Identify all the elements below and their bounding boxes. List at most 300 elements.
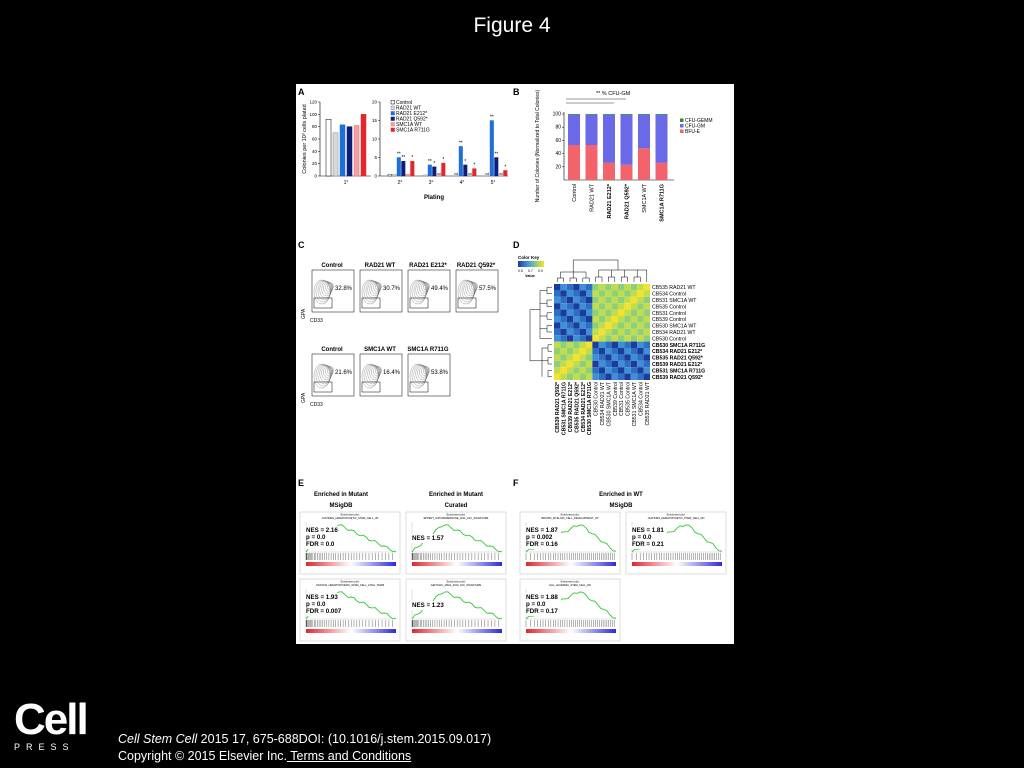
heatmap-cell [624,303,630,309]
gsea-gene-set: GAL_LEUKEMIC_STEM_CELL_DN [549,584,591,587]
heatmap-cell [644,316,650,322]
flow-plot-label: SMC1A R711G [407,347,449,353]
axis-tick-label: 120 [309,99,317,105]
gsea-stat: p = 0.002 [526,534,553,541]
heatmap-cell [573,342,579,348]
gsea-gene-set: EPPERT_NATUREMEDICINE_2011_LSC_SIGNATURE [423,517,489,520]
gsea-stat: FDR = 0.0 [306,541,335,548]
heatmap-cell [599,316,605,322]
heatmap-cell [554,290,560,296]
bar-cfu-gm [586,115,598,145]
heatmap-cell [637,367,643,373]
legend-label: RAD21 E212* [396,111,428,117]
bar-cfu-gm [603,115,615,163]
legend-label: Control [396,100,413,106]
axis-tick-label: 20 [555,164,561,171]
gsea-subheader: MSigDB [329,503,353,509]
heatmap-cell [560,303,566,309]
heatmap-cell [599,290,605,296]
panel-c-flow [298,240,498,408]
heatmap-row-label: CB530 SMC1A R711G [652,342,706,349]
heatmap-cell [644,322,650,328]
heatmap-cell [624,342,630,348]
significance-mark: * [442,157,445,164]
heatmap-col-label: CB530 SMC1A WT [606,382,613,427]
flow-percent: 21.6% [334,370,352,376]
heatmap-cell [637,361,643,367]
heatmap-cell [567,374,573,380]
significance-mark: ** [427,158,432,165]
heatmap-cell [580,348,586,354]
legend-label: CFU-GM [685,123,705,130]
citation-details: 2015 17, 675-688DOI: (10.1016/j.stem.2015.09.017) [197,732,492,746]
flow-plot-label: RAD21 WT [364,263,396,269]
legend-swatch [680,124,684,128]
heatmap-row-label: CB535 RAD21 Q592* [652,355,703,362]
heatmap-row-label: CB531 SMC1A WT [652,298,697,304]
heatmap-row-label: CB535 Control [652,304,687,311]
heatmap-cell [631,284,637,290]
legend-swatch [391,117,395,121]
flow-ylabel: GPA [301,392,307,403]
gsea-enrichment-plot [626,512,726,574]
legend-label: SMC1A R711G [396,127,430,134]
cell-press-logo [14,695,87,752]
bar-cfu-gm [568,115,580,145]
heatmap-cell [612,303,618,309]
heatmap-cell [618,348,624,354]
flow-percent: 16.4% [382,370,400,376]
heatmap-cell [592,297,598,303]
heatmap-row-label: CB535 RAD21 WT [652,285,696,292]
gsea-stat: NES = 1.88 [526,594,558,601]
heatmap-cell [554,316,560,322]
bar-cfu-gemm [586,114,598,115]
heatmap-cell [554,367,560,373]
heatmap-cell [612,290,618,296]
heatmap-cell [554,329,560,335]
bar-smc1a-r711g [361,114,366,176]
heatmap-cell [605,284,611,290]
panel-letter-d: D [513,240,520,250]
heatmap-cell [592,354,598,360]
heatmap-cell [631,290,637,296]
heatmap-cell [560,310,566,316]
heatmap-cell [573,329,579,335]
bar-cfu-gm [656,115,668,163]
category-label: RAD21 E212* [607,184,613,219]
heatmap-cell [592,374,598,380]
gsea-plot-title: Enrichment plot: [560,580,580,584]
heatmap-cell [573,354,579,360]
bar-smc1a-r711g [442,163,446,176]
key-tick: 0.5 [518,269,523,273]
flow-percent: 32.8% [334,286,352,292]
panel-d-heatmap [513,240,705,435]
heatmap-cell [605,374,611,380]
gsea-stat: NES = 1.87 [526,527,558,534]
gsea-subheader: Curated [444,503,468,509]
panel-a-xlabel: Plating [423,195,445,201]
gsea-stat: FDR = 0.007 [306,608,342,615]
heatmap-cell [567,367,573,373]
heatmap-cell [631,297,637,303]
legend-swatch [391,106,395,110]
terms-link[interactable]: Terms and Conditions [287,749,412,763]
category-label: RAD21 WT [589,184,596,212]
legend-swatch [680,119,684,123]
heatmap-cell [592,303,598,309]
key-value-label: Value [525,274,535,278]
heatmap-cell [586,374,592,380]
bar-rad21-wt [333,133,338,176]
heatmap-cell [637,284,643,290]
bar-control [326,119,331,176]
heatmap-cell [618,297,624,303]
bar-rad21-e212- [428,165,432,176]
heatmap-cell [592,322,598,328]
heatmap-cell [560,361,566,367]
gsea-enrichment-plot [300,579,400,641]
heatmap-cell [573,374,579,380]
heatmap-cell [573,303,579,309]
heatmap-cell [631,316,637,322]
gsea-gene-set: GENTLES_JAMA_2010_LSC_SIGNATURE [430,584,482,587]
bar-cfu-gemm [656,114,668,115]
heatmap-cell [599,374,605,380]
bar-bfu-e [638,148,650,180]
heatmap-cell [554,310,560,316]
heatmap-col-label: CB539 RAD21 E212* [568,382,574,433]
heatmap-cell [567,329,573,335]
panel-f-gsea [513,478,643,509]
heatmap-cell [637,297,643,303]
heatmap-cell [637,290,643,296]
heatmap-cell [567,297,573,303]
heatmap-cell [586,303,592,309]
heatmap-cell [560,354,566,360]
gsea-enrichment-plot [300,512,400,574]
heatmap-cell [637,374,643,380]
heatmap-cell [618,284,624,290]
gsea-plot-title: Enrichment plot: [340,580,360,584]
gsea-stat: FDR = 0.17 [526,608,558,615]
heatmap-cell [573,348,579,354]
heatmap-cell [573,361,579,367]
legend-swatch [391,128,395,132]
heatmap-cell [631,310,637,316]
nd-label: nd [485,172,490,176]
legend-swatch [391,101,395,105]
heatmap-cell [618,290,624,296]
heatmap-cell [631,342,637,348]
heatmap-cell [580,367,586,373]
heatmap-cell [612,284,618,290]
heatmap-cell [580,361,586,367]
legend-label: RAD21 Q592* [396,116,428,123]
axis-tick-label: 60 [311,136,317,142]
heatmap-row-label: CB539 Control [652,317,687,324]
heatmap-cell [599,297,605,303]
heatmap-cell [605,290,611,296]
figure-panel [296,84,734,644]
heatmap-cell [644,303,650,309]
heatmap-col-label: CB535 Control [625,382,632,417]
gsea-plot-title: Enrichment plot: [446,513,466,517]
panel-a-chart [298,87,508,201]
heatmap-cell [637,335,643,341]
heatmap-cell [560,322,566,328]
heatmap-cell [599,361,605,367]
heatmap-cell [554,361,560,367]
axis-tick-label: 20 [371,99,377,105]
heatmap-cell [624,335,630,341]
heatmap-cell [599,348,605,354]
nd-label: nd [454,172,459,176]
category-label: 4° [459,180,465,186]
heatmap-cell [612,335,618,341]
heatmap-cell [580,342,586,348]
heatmap-cell [605,367,611,373]
heatmap-cell [612,310,618,316]
heatmap-cell [605,303,611,309]
heatmap-cell [624,297,630,303]
heatmap-cell [567,342,573,348]
heatmap-row-label: CB531 Control [652,310,687,317]
legend-label: CFU-GEMM [685,118,713,124]
heatmap-cell [554,297,560,303]
heatmap-cell [599,310,605,316]
significance-mark: * [504,164,507,171]
bar-smc1a-wt [406,174,410,176]
gsea-enrichment-plot [520,579,620,641]
heatmap-cell [560,367,566,373]
axis-tick-label: 20 [311,161,317,167]
bar-rad21-wt [424,175,428,176]
flow-plot-label: RAD21 E212* [409,263,447,269]
gsea-stat: NES = 1.93 [306,594,338,601]
heatmap-cell [554,335,560,341]
axis-tick-label: 60 [555,137,561,144]
heatmap-cell [580,297,586,303]
heatmap-cell [637,310,643,316]
category-label: 3° [428,180,434,186]
heatmap-cell [637,316,643,322]
axis-tick-label: 80 [555,124,561,131]
heatmap-cell [624,367,630,373]
heatmap-cell [573,310,579,316]
key-tick: 0.7 [528,269,533,273]
heatmap-cell [586,329,592,335]
heatmap-cell [560,290,566,296]
heatmap-cell [637,303,643,309]
significance-mark: ** [458,140,463,147]
bar-smc1a-r711g [473,169,477,176]
heatmap-cell [586,342,592,348]
heatmap-cell [605,361,611,367]
gsea-enrichment-plot [520,512,620,574]
heatmap-cell [586,367,592,373]
heatmap-cell [637,342,643,348]
heatmap-cell [644,284,650,290]
heatmap-cell [586,297,592,303]
heatmap-cell [567,310,573,316]
bar-bfu-e [568,145,580,180]
heatmap-cell [644,374,650,380]
heatmap-cell [560,374,566,380]
heatmap-row-label: CB534 RAD21 E212* [652,349,703,356]
gsea-stat: NES = 2.16 [306,527,338,534]
heatmap-col-label: CB534 RAD21 E212* [580,382,587,433]
category-label: 5° [490,180,496,186]
gsea-stat: p = 0.0 [306,534,326,541]
heatmap-cell [637,322,643,328]
copyright: Copyright © 2015 Elsevier Inc. [118,749,288,763]
heatmap-cell [612,297,618,303]
heatmap-cell [573,322,579,328]
gsea-stat: p = 0.0 [526,601,546,608]
heatmap-cell [605,329,611,335]
heatmap-cell [586,354,592,360]
heatmap-cell [644,297,650,303]
flow-percent: 57.5% [478,286,496,292]
bar-rad21-e212- [459,146,463,176]
heatmap-cell [554,354,560,360]
flow-plot-label: SMC1A WT [364,347,396,353]
heatmap-cell [631,354,637,360]
heatmap-cell [567,322,573,328]
heatmap-cell [560,342,566,348]
bar-rad21-wt [393,174,397,176]
bar-cfu-gm [621,115,633,165]
heatmap-cell [618,322,624,328]
heatmap-cell [592,310,598,316]
heatmap-cell [605,335,611,341]
category-label: RAD21 Q592* [624,184,631,220]
heatmap-cell [644,367,650,373]
heatmap-row-label: CB534 RAD21 WT [652,330,696,336]
heatmap-cell [612,367,618,373]
gsea-header: Enriched in Mutant [429,492,483,498]
legend-swatch [391,123,395,127]
logo-press: PRESS [14,742,75,752]
bar-rad21-e212- [397,158,401,177]
heatmap-cell [592,290,598,296]
gsea-plot-title: Enrichment plot: [340,513,360,517]
heatmap-cell [612,342,618,348]
significance-mark: ** [401,155,406,162]
heatmap-cell [567,290,573,296]
heatmap-col-label: CB534 RAD21 WT [600,382,606,426]
heatmap-cell [624,374,630,380]
heatmap-cell [586,284,592,290]
gsea-enrichment-plot [406,512,506,574]
axis-tick-label: 40 [311,148,317,154]
heatmap-cell [624,329,630,335]
panel-letter-a: A [298,87,305,97]
heatmap-cell [554,303,560,309]
flow-plot-label: RAD21 Q592* [456,263,496,269]
heatmap-cell [573,335,579,341]
heatmap-cell [573,297,579,303]
heatmap-cell [560,284,566,290]
bar-cfu-gemm [603,114,615,115]
bar-rad21-q592- [347,127,352,176]
heatmap-cell [586,310,592,316]
heatmap-cell [631,367,637,373]
heatmap-color-key [518,255,544,278]
heatmap-cell [586,322,592,328]
gsea-stat: p = 0.0 [306,601,326,608]
heatmap-cell [624,290,630,296]
heatmap-cell [580,316,586,322]
panel-letter-c: C [298,240,305,250]
heatmap-cell [631,361,637,367]
gsea-stat: p = 0.0 [632,534,652,541]
heatmap-cell [612,374,618,380]
heatmap-cell [637,354,643,360]
axis-tick-label: 40 [555,151,561,158]
heatmap-cell [618,354,624,360]
heatmap-cell [599,367,605,373]
gsea-gene-set: IVANOVA_HEMATOPOIESIS_STEM_CELL_LONG_TERM [316,584,384,587]
flow-percent: 30.7% [382,286,400,292]
heatmap-cell [567,303,573,309]
legend-swatch [680,130,684,134]
axis-tick-label: 5 [374,155,377,160]
bar-control [388,174,392,176]
heatmap-col-label: CB531 SMC1A WT [632,382,638,427]
heatmap-cell [605,310,611,316]
bar-cfu-gemm [568,114,580,115]
heatmap-cell [567,316,573,322]
gsea-header: Enriched in WT [599,492,643,498]
key-tick: 0.9 [538,269,543,273]
heatmap-cell [580,335,586,341]
panel-letter-b: B [513,87,520,97]
heatmap-cell [599,322,605,328]
heatmap-cell [644,290,650,296]
heatmap-cell [644,361,650,367]
heatmap-cell [592,316,598,322]
heatmap-cell [599,335,605,341]
heatmap-cell [612,329,618,335]
logo-cell: Cell [14,695,87,744]
heatmap-cell [618,361,624,367]
bar-rad21-q592- [433,167,437,176]
heatmap-cell [644,348,650,354]
heatmap-cell [605,316,611,322]
heatmap-cell [580,329,586,335]
journal-name: Cell Stem Cell [118,732,198,746]
heatmap-cell [560,335,566,341]
heatmap-cell [573,367,579,373]
heatmap-cell [567,361,573,367]
category-label: SMC1A WT [642,184,648,213]
gsea-plot-title: Enrichment plot: [560,513,580,517]
gsea-enrichment-plot [406,579,506,641]
heatmap-cell [573,284,579,290]
heatmap-cell [618,329,624,335]
heatmap-cell [612,354,618,360]
gsea-subheader: MSigDB [609,503,633,509]
heatmap-cell [624,361,630,367]
gsea-plot-title: Enrichment plot: [446,580,466,584]
heatmap-cell [618,303,624,309]
heatmap-cell [560,329,566,335]
heatmap-cell [612,322,618,328]
panel-letter-e: E [298,478,305,488]
